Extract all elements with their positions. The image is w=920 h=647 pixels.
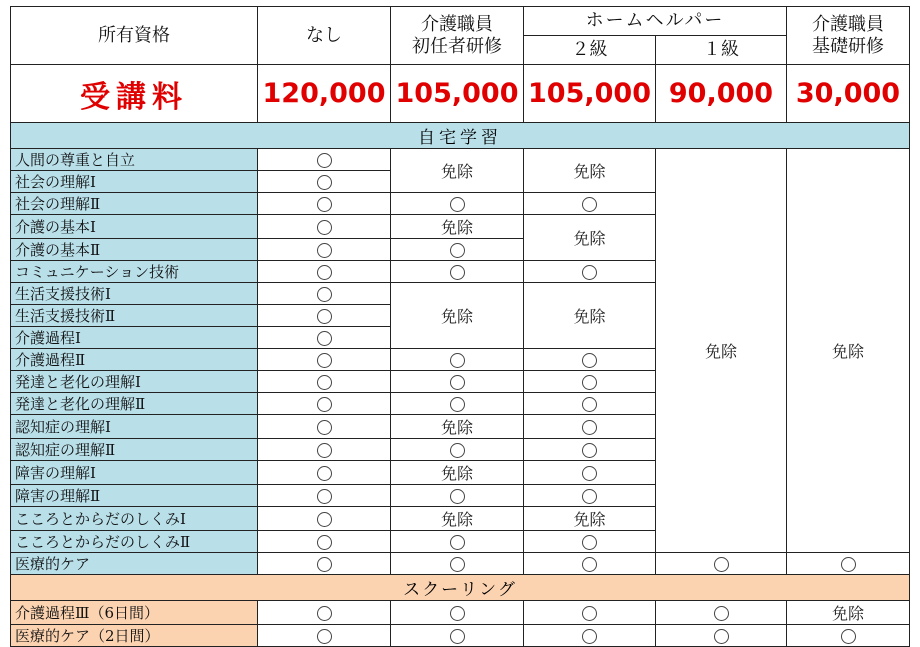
cell-required bbox=[258, 193, 391, 215]
circle-icon bbox=[317, 397, 332, 412]
cell-required bbox=[258, 305, 391, 327]
cell-exempt-grade1: 免除 bbox=[656, 149, 787, 553]
circle-icon bbox=[582, 489, 597, 504]
circle-icon bbox=[317, 535, 332, 550]
row-label: 障害の理解Ⅰ bbox=[11, 461, 258, 485]
circle-icon bbox=[450, 629, 465, 644]
circle-icon bbox=[317, 309, 332, 324]
section-home-study: 自宅学習 bbox=[11, 123, 910, 149]
circle-icon bbox=[317, 375, 332, 390]
cell-required bbox=[258, 507, 391, 531]
cell-required bbox=[258, 283, 391, 305]
cell-required bbox=[258, 461, 391, 485]
circle-icon bbox=[317, 153, 332, 168]
cell-required bbox=[391, 439, 524, 461]
circle-icon bbox=[317, 331, 332, 346]
cell-required bbox=[524, 601, 656, 625]
cell-required bbox=[524, 439, 656, 461]
circle-icon bbox=[582, 397, 597, 412]
row-label: 障害の理解Ⅱ bbox=[11, 485, 258, 507]
cell-required bbox=[258, 531, 391, 553]
row-label: 認知症の理解Ⅰ bbox=[11, 415, 258, 439]
cell-required bbox=[258, 625, 391, 647]
cell-exempt: 免除 bbox=[524, 215, 656, 261]
row-label: こころとからだのしくみⅡ bbox=[11, 531, 258, 553]
cell-required bbox=[787, 553, 910, 575]
header-initial-training bbox=[391, 7, 524, 65]
cell-exempt: 免除 bbox=[787, 601, 910, 625]
cell-required bbox=[656, 601, 787, 625]
fee-basic-training: 30,000 bbox=[787, 65, 910, 123]
cell-required bbox=[258, 327, 391, 349]
circle-icon bbox=[582, 557, 597, 572]
cell-exempt: 免除 bbox=[524, 507, 656, 531]
cell-required bbox=[258, 415, 391, 439]
row-label: 社会の理解Ⅰ bbox=[11, 171, 258, 193]
cell-required bbox=[391, 553, 524, 575]
cell-required bbox=[524, 625, 656, 647]
section-schooling: スクーリング bbox=[11, 575, 910, 601]
cell-required bbox=[391, 371, 524, 393]
circle-icon bbox=[714, 606, 729, 621]
cell-required bbox=[258, 149, 391, 171]
row-label: 人間の尊重と自立 bbox=[11, 149, 258, 171]
circle-icon bbox=[841, 629, 856, 644]
circle-icon bbox=[582, 353, 597, 368]
circle-icon bbox=[317, 606, 332, 621]
circle-icon bbox=[450, 197, 465, 212]
header-basic-training-line2: 基礎研修 bbox=[812, 35, 884, 57]
curriculum-table-wrap bbox=[10, 6, 910, 647]
circle-icon bbox=[450, 443, 465, 458]
cell-exempt: 免除 bbox=[391, 215, 524, 239]
circle-icon bbox=[317, 557, 332, 572]
cell-required bbox=[258, 239, 391, 261]
cell-required bbox=[524, 261, 656, 283]
cell-required bbox=[524, 193, 656, 215]
cell-required bbox=[524, 393, 656, 415]
cell-required bbox=[258, 171, 391, 193]
cell-required bbox=[391, 601, 524, 625]
cell-exempt: 免除 bbox=[524, 149, 656, 193]
circle-icon bbox=[582, 606, 597, 621]
cell-required bbox=[524, 485, 656, 507]
row-label: 認知症の理解Ⅱ bbox=[11, 439, 258, 461]
cell-required bbox=[391, 485, 524, 507]
row-label: こころとからだのしくみⅠ bbox=[11, 507, 258, 531]
row-label: 介護過程Ⅰ bbox=[11, 327, 258, 349]
circle-icon bbox=[317, 353, 332, 368]
circle-icon bbox=[317, 220, 332, 235]
cell-required bbox=[258, 553, 391, 575]
cell-exempt: 免除 bbox=[391, 283, 524, 349]
cell-required bbox=[258, 601, 391, 625]
circle-icon bbox=[317, 175, 332, 190]
cell-required bbox=[391, 625, 524, 647]
circle-icon bbox=[450, 535, 465, 550]
row-label: コミュニケーション技術 bbox=[11, 261, 258, 283]
cell-required bbox=[391, 261, 524, 283]
circle-icon bbox=[317, 489, 332, 504]
header-grade2: ２級 bbox=[524, 36, 656, 65]
cell-required bbox=[258, 393, 391, 415]
cell-exempt: 免除 bbox=[391, 149, 524, 193]
header-initial-training-line2: 初任者研修 bbox=[412, 35, 502, 57]
circle-icon bbox=[450, 489, 465, 504]
circle-icon bbox=[317, 512, 332, 527]
fee-label: 受講料 bbox=[11, 65, 258, 123]
cell-exempt: 免除 bbox=[391, 507, 524, 531]
header-qualification: 所有資格 bbox=[11, 7, 258, 65]
row-label: 介護過程Ⅲ（6日間） bbox=[11, 601, 258, 625]
cell-required bbox=[524, 461, 656, 485]
cell-required bbox=[258, 215, 391, 239]
circle-icon bbox=[450, 397, 465, 412]
header-initial-training-line1: 介護職員 bbox=[421, 13, 493, 35]
circle-icon bbox=[582, 197, 597, 212]
cell-exempt-basic-training: 免除 bbox=[787, 149, 910, 553]
cell-required bbox=[524, 349, 656, 371]
circle-icon bbox=[450, 557, 465, 572]
fee-grade1: 90,000 bbox=[656, 65, 787, 123]
cell-exempt: 免除 bbox=[391, 415, 524, 439]
cell-required bbox=[391, 393, 524, 415]
cell-required bbox=[258, 349, 391, 371]
fee-initial-training: 105,000 bbox=[391, 65, 524, 123]
row-label: 発達と老化の理解Ⅱ bbox=[11, 393, 258, 415]
circle-icon bbox=[582, 375, 597, 390]
header-basic-training-line1: 介護職員 bbox=[812, 13, 884, 35]
cell-required bbox=[391, 349, 524, 371]
header-none: なし bbox=[258, 7, 391, 65]
circle-icon bbox=[582, 265, 597, 280]
row-label: 生活支援技術Ⅰ bbox=[11, 283, 258, 305]
row-label: 介護の基本Ⅰ bbox=[11, 215, 258, 239]
cell-required bbox=[258, 371, 391, 393]
row-label: 発達と老化の理解Ⅰ bbox=[11, 371, 258, 393]
circle-icon bbox=[317, 629, 332, 644]
circle-icon bbox=[582, 466, 597, 481]
cell-required bbox=[391, 531, 524, 553]
circle-icon bbox=[582, 443, 597, 458]
circle-icon bbox=[317, 420, 332, 435]
cell-required bbox=[258, 261, 391, 283]
circle-icon bbox=[450, 375, 465, 390]
cell-required bbox=[258, 439, 391, 461]
cell-required bbox=[524, 553, 656, 575]
circle-icon bbox=[582, 535, 597, 550]
circle-icon bbox=[317, 197, 332, 212]
circle-icon bbox=[714, 557, 729, 572]
header-basic-training bbox=[787, 7, 910, 65]
fee-none: 120,000 bbox=[258, 65, 391, 123]
circle-icon bbox=[582, 420, 597, 435]
curriculum-table bbox=[10, 6, 910, 647]
fee-grade2: 105,000 bbox=[524, 65, 656, 123]
circle-icon bbox=[317, 466, 332, 481]
cell-required bbox=[258, 485, 391, 507]
row-label: 介護の基本Ⅱ bbox=[11, 239, 258, 261]
cell-required bbox=[391, 239, 524, 261]
circle-icon bbox=[317, 287, 332, 302]
circle-icon bbox=[582, 629, 597, 644]
cell-required bbox=[524, 371, 656, 393]
cell-required bbox=[656, 625, 787, 647]
cell-required bbox=[787, 625, 910, 647]
cell-required bbox=[524, 415, 656, 439]
header-home-helper: ホームヘルパー bbox=[524, 7, 787, 36]
cell-required bbox=[524, 531, 656, 553]
cell-exempt: 免除 bbox=[524, 283, 656, 349]
row-label: 介護過程Ⅱ bbox=[11, 349, 258, 371]
cell-required bbox=[656, 553, 787, 575]
circle-icon bbox=[450, 243, 465, 258]
circle-icon bbox=[317, 265, 332, 280]
circle-icon bbox=[317, 243, 332, 258]
cell-exempt: 免除 bbox=[391, 461, 524, 485]
row-label: 社会の理解Ⅱ bbox=[11, 193, 258, 215]
row-label: 医療的ケア（2日間） bbox=[11, 625, 258, 647]
circle-icon bbox=[317, 443, 332, 458]
header-grade1: １級 bbox=[656, 36, 787, 65]
circle-icon bbox=[450, 353, 465, 368]
row-label: 生活支援技術Ⅱ bbox=[11, 305, 258, 327]
circle-icon bbox=[450, 606, 465, 621]
circle-icon bbox=[450, 265, 465, 280]
cell-required bbox=[391, 193, 524, 215]
circle-icon bbox=[841, 557, 856, 572]
circle-icon bbox=[714, 629, 729, 644]
row-label: 医療的ケア bbox=[11, 553, 258, 575]
